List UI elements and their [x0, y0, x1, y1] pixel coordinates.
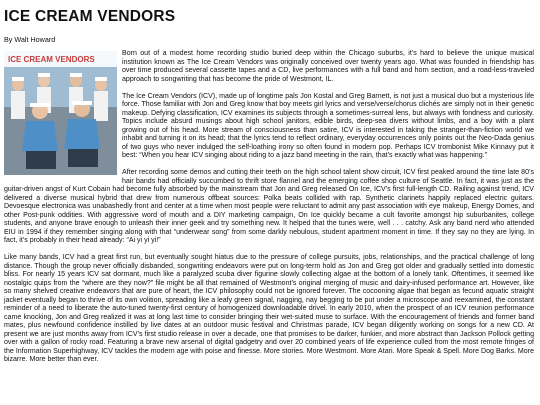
band-photo-illustration	[4, 51, 117, 175]
article-paragraph-2: The Ice Cream Vendors (ICV), made up of longtime pals Jon Kostal and Greg Barnett, is not just a musical duo but a mysterious life force. Those familiar with Jon and Greg know that boy meets girl lyrics and verse/verse/chorus clichés are simply not in their genetic makeup. Defying classification, ICV examines its subjects through a sometimes-surreal lens, but always with fondness and curiosity. Topics include absurd musings about high school janitors, edible birds, deep-sea divers without limbs, and a boy with a plant growing out of his head. More stream of consciousness than satire, ICV is interested in taking the stranger-than-fiction world we inhabit and turning it on its head; that the lyrics tend to reflect ordinary, everyday occurrences only points out the Neo-Dada genius of two guys who never indulged the self-loathing irony so often found in modern pop. Perhaps ICV trombonist Mike Kinnavy put it best: “When you hear ICV singing about riding to a jazz band meeting in the rain, that’s exactly what was happening.”	[122, 92, 534, 159]
article-byline: By Walt Howard	[4, 35, 56, 44]
article-paragraph-3: After recording some demos and cutting their teeth on the high school talent show circuit, ICV first peaked around the time late 80’s hair bands had officially succumbed to thrift store flannel and the emerging coffee shop culture of Seattle. In fact, it was just as the guitar-driven angst of Kurt Cobain had become fully absorbed by the mainstream that Jon and Greg released On Ice, ICV’s first full-length CD. Railing against trend, ICV delivered a diverse musical hybrid that drew from numerous offbeat sources: Polka beats collided with rap. Synthetic clarinets happily replaced electric guitars. Devoesque electronica was unabashedly front and center at a time when most people were reluctant to admit any past association with eye makeup, Energy Domes, and other Post-punk oddities. With aggressive word of mouth and a DIY marketing campaign, On Ice quickly became a cult favorite amongst hip suburbanites, college students, and anyone brave enough to unleash their inner geek and try something new. It helped that the tunes were, well . . . catchy. Ask any band nerd who attended EIU in 1994 if they remember singing along with that “underwear song” from some darkly nebulous, student apartment moment in time. If they say no they are lying. In fact, it’s probably in their head already: “Ai yi yi yi!”	[4, 169, 534, 244]
article-title: ICE CREAM VENDORS	[4, 8, 176, 25]
band-photo	[4, 51, 117, 175]
article-body	[4, 50, 534, 373]
article-paragraph-4: Like many bands, ICV had a great first run, but eventually sought hiatus due to the pressure of college pursuits, jobs, relationships, and the practical challenge of long distance. Though the group never officially disbanded, songwriting endeavors were put on long-term hold as Jon and Greg got older and gradually settled into domestic bliss. For nearly 15 years ICV sat dormant, much like a paralyzed scuba diver figurine slowly collecting algae at the bottom of a lonely tank. Oftentimes, it seemed like nostalgic quips from the “where are they now?” file might be all that remained of Westmont’s original merging of music and dairy-infused performance art. However, like so many shelved creative endeavors that are pure of heart, the ICV philosophy could not be ignored forever. The cocooning algae that began as fecund aquatic straight jacket eventually began to thrive of its own volition, spreading like a leafy green signal, nagging, nay begging to be put under a microscope and reexamined, the constant reminder of a need to liberate the auto-tuned twenty-first century of homogenized downloadable drivel. In early 2010, when the prospect of an ICV reunion performance came knocking, Jon and Greg realized it was at long last time to consider bringing their wet-suited muse to surface. With the encouragement of friends and former band mates, plus newfound confidence instilled by live dates at an outdoor music festival and Christmas parade, ICV began diligently working on songs for a new CD. At present we are just months away from ICV’s first studio release in over a decade, one that promises to be darker, funkier, and more abstract than Jackson Pollock getting over with a gallon of rocky road. Featuring a brave new arsenal of digital gadgetry and over 20 combined years of life experience culled from the most remote fringes of the Information Superhighway, ICV tackles the modern age with poise and finesse. More stories. More Westmont. More Atari. More Speak & Spell. More Dog Barks. More bizarre. More better than ever.	[4, 254, 534, 363]
article-paragraph-1: Born out of a modest home recording studio buried deep within the Chicago suburbs, it’s hard to believe the unique musical institution known as The Ice Cream Vendors was originally conceived over twenty years ago. What was founded in friendship has over time produced several cassette tapes and a CD, live performances with a full band and horn section, and a road-less-traveled approach to songwriting that has become the pride of Westmont, IL.	[122, 50, 534, 83]
photo-sign-text: ICE CREAM VENDORS	[8, 55, 95, 64]
